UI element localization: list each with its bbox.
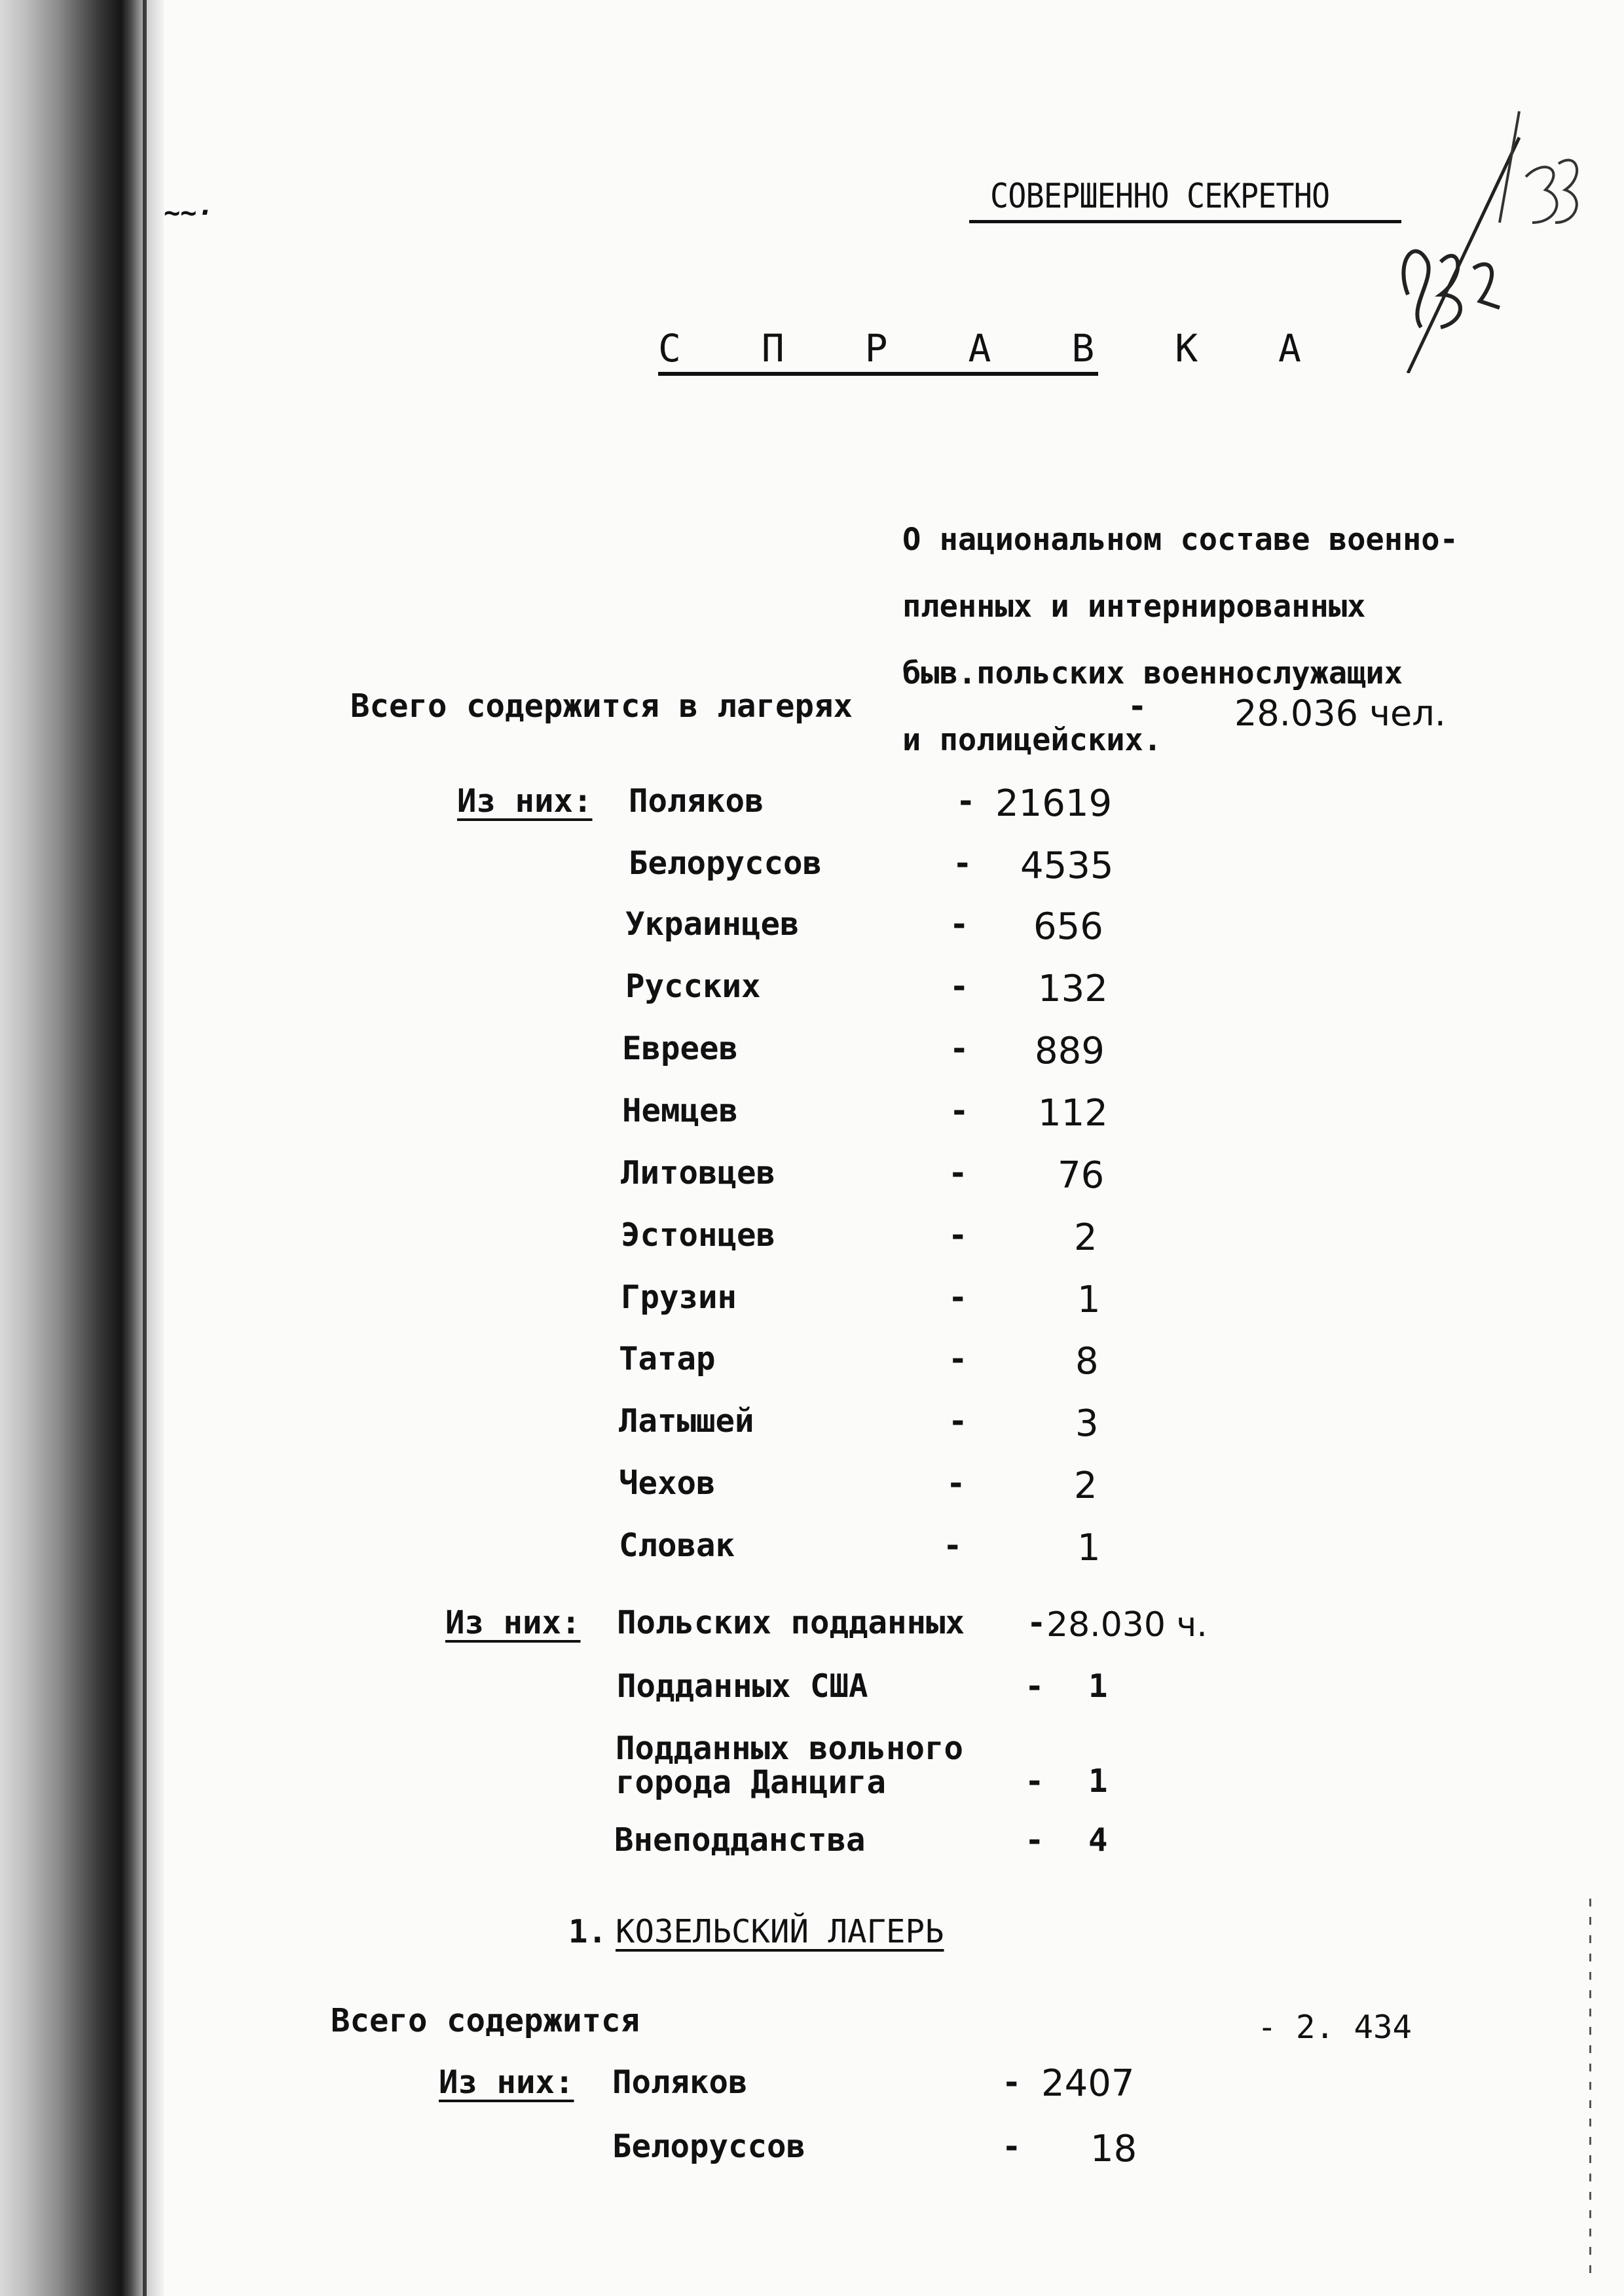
nationality-value: 132	[1038, 968, 1108, 1010]
nationality-dash: -	[948, 1154, 968, 1192]
nationality-dash: -	[950, 905, 969, 943]
nationality-label: Евреев	[622, 1030, 739, 1067]
nationality-value: 2	[1074, 1465, 1098, 1507]
camp-row-dash: -	[1002, 2064, 1022, 2101]
citizenship-dash: -	[1025, 1821, 1044, 1859]
total-value: 28.036 чел.	[1234, 693, 1446, 734]
nationality-label: Украинцев	[625, 905, 800, 943]
nationality-value: 2	[1074, 1216, 1098, 1259]
camp-number: 1.	[568, 1913, 608, 1950]
nationality-value: 76	[1058, 1154, 1105, 1197]
handwritten-archive-number	[1369, 98, 1585, 373]
citizenship-prefix: Из них:	[445, 1604, 581, 1641]
nationality-value: 8	[1075, 1340, 1099, 1383]
nationality-label: Белоруссов	[629, 845, 822, 882]
nationality-value: 889	[1035, 1030, 1105, 1072]
camp-total-value: - 2. 434	[1257, 2009, 1412, 2046]
citizenship-dash: -	[1025, 1667, 1044, 1705]
nationality-value: 656	[1033, 905, 1103, 948]
citizenship-label: Внеподданства	[614, 1821, 866, 1859]
camp-row-label: Поляков	[612, 2064, 748, 2101]
nationality-label: Литовцев	[621, 1154, 776, 1192]
nationality-dash: -	[948, 1402, 968, 1440]
subtitle-line: пленных и интернированных	[902, 589, 1366, 625]
camp-row-value: 18	[1090, 2128, 1137, 2170]
nationality-value: 3	[1075, 1402, 1099, 1445]
nationality-label: Немцев	[622, 1092, 739, 1129]
camp-row-dash: -	[1002, 2128, 1022, 2165]
citizenship-value: 1	[1088, 1762, 1108, 1800]
citizenship-value: 28.030 ч.	[1046, 1605, 1208, 1645]
nationality-label: Словак	[619, 1527, 735, 1564]
subtitle-line: быв.польских военнослужащих	[902, 655, 1403, 691]
nationality-dash: -	[948, 1340, 968, 1377]
citizenship-label: Польских подданных	[617, 1604, 965, 1641]
document-subtitle	[902, 484, 1458, 796]
nationality-label: Поляков	[629, 782, 764, 820]
title-underline	[658, 372, 1098, 376]
camp-title: КОЗЕЛЬСКИЙ ЛАГЕРЬ	[616, 1913, 944, 1950]
camp-total-label: Всего содержится	[331, 2002, 640, 2039]
nationality-value: 1	[1077, 1527, 1101, 1569]
nationalities-prefix: Из них:	[457, 782, 593, 820]
nationality-value: 112	[1038, 1092, 1108, 1135]
citizenship-dash: -	[1027, 1604, 1046, 1641]
nationality-dash: -	[950, 968, 969, 1005]
classification-label: СОВЕРШЕННО СЕКРЕТНО	[990, 177, 1330, 216]
camp-row-value: 2407	[1041, 2062, 1135, 2105]
nationality-label: Русских	[625, 968, 761, 1005]
nationality-value: 1	[1077, 1279, 1101, 1321]
camp-prefix: Из них:	[439, 2064, 574, 2101]
nationality-dash: -	[948, 1279, 968, 1316]
subtitle-line: и полицейских.	[902, 722, 1162, 758]
nationality-label: Эстонцев	[621, 1216, 776, 1254]
nationality-dash: -	[953, 845, 972, 882]
corner-mark: ~~·	[164, 196, 213, 228]
nationality-dash: -	[950, 1092, 969, 1129]
nationality-value: 4535	[1020, 845, 1114, 887]
nationality-dash: -	[948, 1216, 968, 1254]
binding-shadow	[0, 0, 164, 2296]
nationality-dash: -	[956, 782, 976, 820]
nationality-dash: -	[946, 1465, 966, 1502]
total-dash: -	[1128, 687, 1147, 725]
subtitle-line: О национальном составе военно-	[902, 522, 1458, 558]
citizenship-value: 1	[1088, 1667, 1108, 1705]
document-title: С П Р А В К А	[658, 326, 1330, 371]
classification-underline	[969, 220, 1401, 223]
binding-line	[143, 0, 147, 2296]
total-label: Всего содержится в лагерях	[350, 687, 853, 725]
citizenship-dash: -	[1025, 1762, 1044, 1800]
nationality-label: Грузин	[621, 1279, 737, 1316]
edge-perforation	[1589, 1899, 1591, 2278]
nationality-value: 21619	[995, 782, 1113, 825]
citizenship-value: 4	[1088, 1821, 1108, 1859]
camp-row-label: Белоруссов	[612, 2128, 806, 2165]
citizenship-label: Подданных США	[617, 1667, 868, 1705]
nationality-label: Татар	[619, 1340, 716, 1377]
nationality-dash: -	[943, 1527, 963, 1564]
nationality-dash: -	[950, 1030, 969, 1067]
nationality-label: Латышей	[619, 1402, 754, 1440]
nationality-label: Чехов	[619, 1465, 716, 1502]
citizenship-label: Подданных вольного города Данцига	[616, 1730, 964, 1801]
